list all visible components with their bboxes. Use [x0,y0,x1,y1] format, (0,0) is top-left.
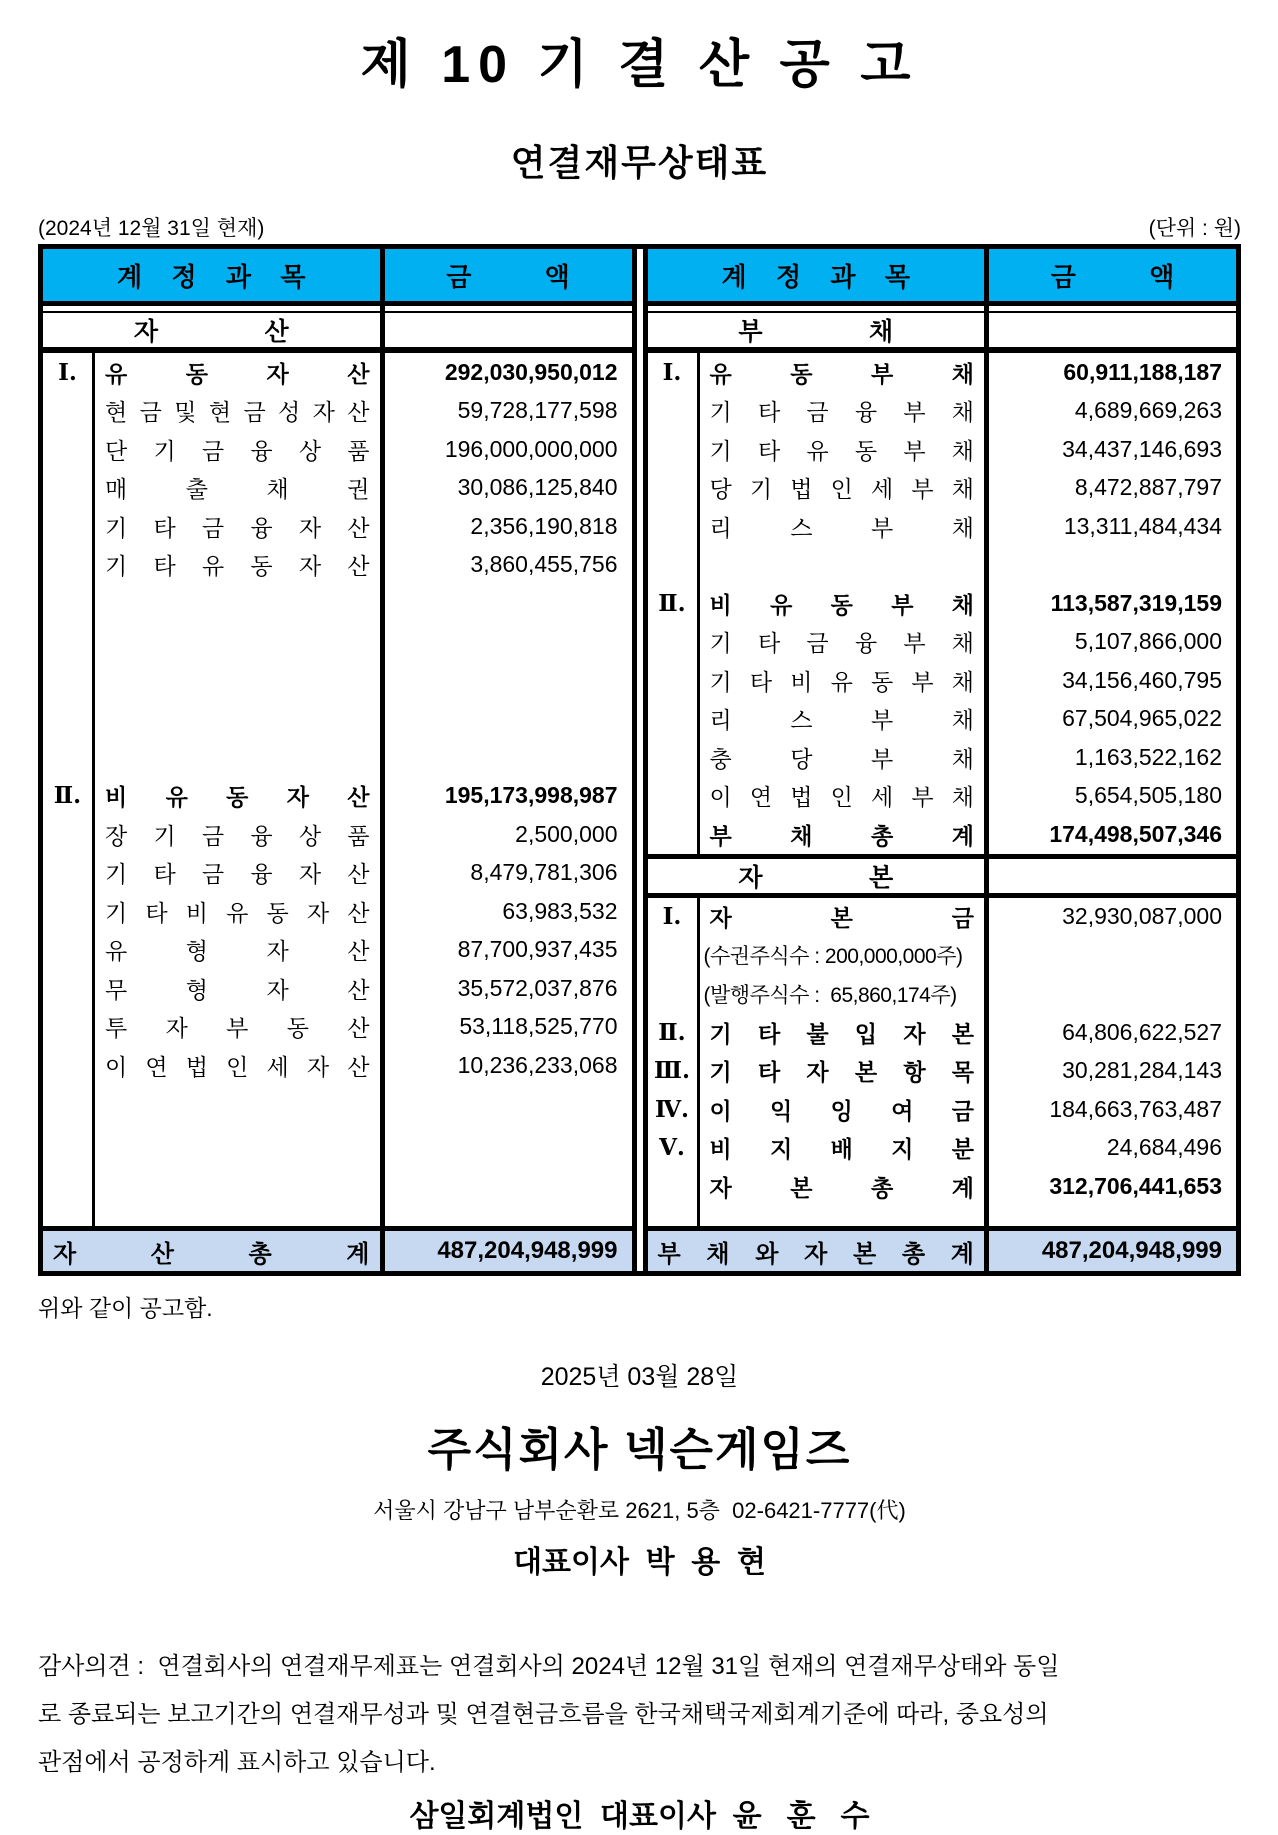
announcement-page [0,22,1278,1833]
table-row [43,815,632,854]
row-amount [385,584,632,623]
row-number [648,623,700,662]
table-row [43,777,632,816]
row-number [43,469,95,508]
row-account: 이 연 법 인 세 부 채 [700,777,990,816]
row-account: 매 출 채 권 [95,469,385,508]
empty-row [43,661,632,700]
assets-half [43,249,632,1271]
row-number [43,507,95,546]
assets-total-row [43,1226,632,1271]
empty-row [43,623,632,662]
unit-note: (단위 : 원) [1148,217,1241,240]
row-amount: 53,118,525,770 [459,1013,618,1040]
liabilities-section-row [648,313,1237,353]
equity-section-row [648,854,1237,898]
row-number [648,975,700,1014]
row-account: 비 지 배 지 분 [700,1129,990,1168]
row-amount [989,975,1236,1014]
row-account: 유 동 자 산 [95,353,385,392]
liabilities-col-amount-header: 금 액 [1050,261,1175,292]
row-account [95,1085,385,1227]
table-row [648,1090,1237,1129]
row-number [43,661,95,700]
row-account: 기 타 비 유 동 자 산 [95,892,385,931]
header-divider [648,306,1237,313]
table-row [648,469,1237,508]
row-number: Ⅰ. [648,898,700,937]
table-row [43,353,632,392]
row-number [648,430,700,469]
row-number [648,546,700,585]
row-amount: 60,911,188,187 [1063,358,1222,385]
row-number: Ⅱ. [648,1013,700,1052]
row-account: 단 기 금 융 상 품 [95,430,385,469]
audit-opinion-line: 로 종료되는 보고기간의 연결재무성과 및 연결현금흐름을 한국채택국제회계기준에 따라, 중요성의 [38,1701,1049,1728]
empty-row [43,700,632,739]
row-amount: 1,163,522,162 [1074,743,1222,770]
table-row [648,738,1237,777]
row-number [43,430,95,469]
row-amount: 113,587,319,159 [1050,589,1222,616]
row-number: Ⅰ. [43,353,95,392]
table-row [648,898,1237,937]
row-amount: 30,086,125,840 [457,474,618,501]
assets-section-title: 자 산 [43,313,385,347]
row-account: 비 유 동 자 산 [95,777,385,816]
row-number [43,1008,95,1047]
table-row [648,936,1237,975]
row-account: 리 스 부 채 [700,507,990,546]
equity-section-title: 자 본 [648,859,990,893]
liabilities-header-row [648,249,1237,306]
row-amount [385,661,632,700]
row-account: 기 타 금 융 부 채 [700,623,990,662]
row-amount: 34,437,146,693 [1062,435,1222,462]
table-row [43,546,632,585]
col-account-label: 계 정 과 목 [117,261,306,292]
row-number [648,469,700,508]
table-row [43,931,632,970]
header-divider [43,306,632,313]
row-account: 기 타 금 융 부 채 [700,392,990,431]
row-amount: 292,030,950,012 [444,358,618,385]
liabilities-equity-total-amount: 487,204,948,999 [1041,1237,1222,1264]
row-amount: 196,000,000,000 [444,435,618,462]
row-account: 부 채 총 계 [700,815,990,854]
announce-note: 위와 같이 공고함. [38,1295,213,1321]
table-row [648,700,1237,739]
row-amount [989,936,1236,975]
row-number [648,1167,700,1206]
table-row [648,353,1237,392]
row-account: (발행주식수 : 65,860,174주) [700,975,990,1014]
row-amount: 10,236,233,068 [457,1051,618,1078]
assets-header-row [43,249,632,306]
row-account: 자 본 총 계 [700,1167,990,1206]
row-account: 충 당 부 채 [700,738,990,777]
row-number: Ⅱ. [648,584,700,623]
row-amount: 63,983,532 [502,897,618,924]
table-row [43,1008,632,1047]
row-amount: 30,281,284,143 [1062,1057,1222,1084]
row-amount: 59,728,177,598 [457,397,618,424]
row-account: 자 본 금 [700,898,990,937]
row-amount [385,623,632,662]
row-amount: 13,311,484,434 [1063,512,1222,539]
row-amount: 2,500,000 [515,820,618,847]
row-number [43,623,95,662]
row-number [43,1085,95,1227]
row-amount: 195,173,998,987 [444,782,618,809]
row-account [95,700,385,739]
row-amount: 4,689,669,263 [1074,397,1222,424]
page-subtitle: 연결재무상태표 [510,142,769,183]
assets-col-account-header [43,249,385,301]
audit-opinion [38,1643,1241,1787]
table-row [43,854,632,893]
row-account: 비 유 동 부 채 [700,584,990,623]
row-amount [385,700,632,739]
row-account: 이 연 법 인 세 자 산 [95,1046,385,1085]
row-number [648,1206,700,1227]
row-account: 유 형 자 산 [95,931,385,970]
table-notes [38,212,1241,242]
liabilities-equity-half [648,249,1237,1271]
empty-row [648,1206,1237,1227]
row-account: 기 타 유 동 자 산 [95,546,385,585]
audit-opinion-line: 감사의견 : 연결회사의 연결재무제표는 연결회사의 2024년 12월 31일 현재의 연결재무상태와 동일 [38,1653,1060,1680]
row-number: Ⅲ. [648,1052,700,1091]
row-account: 당 기 법 인 세 부 채 [700,469,990,508]
row-number [43,546,95,585]
announcement-date: 2025년 03월 28일 [540,1363,739,1391]
row-amount: 67,504,965,022 [1062,705,1222,732]
row-number [43,854,95,893]
row-account: 이 익 잉 여 금 [700,1090,990,1129]
empty-row [43,738,632,777]
table-row [648,661,1237,700]
row-amount [989,546,1236,585]
row-number [43,815,95,854]
empty-row [43,1085,632,1227]
date-note: (2024년 12월 31일 현재) [38,217,265,240]
table-row [648,507,1237,546]
row-amount: 35,572,037,876 [457,974,618,1001]
row-amount: 2,356,190,818 [470,512,618,539]
liabilities-body [648,353,1237,854]
row-number [43,931,95,970]
row-number [43,738,95,777]
row-number [43,392,95,431]
col-amount-label: 금 액 [446,261,570,292]
table-row [648,815,1237,854]
table-row [43,507,632,546]
row-number: Ⅴ. [648,1129,700,1168]
audit-opinion-line: 관점에서 공정하게 표시하고 있습니다. [38,1749,436,1776]
row-number [648,738,700,777]
row-account [95,623,385,662]
row-number [648,700,700,739]
assets-total-label: 자 산 총 계 [43,1231,385,1271]
liabilities-section-title: 부 채 [648,313,990,347]
row-number [648,661,700,700]
liabilities-equity-total-label: 부 채 와 자 본 총 계 [648,1231,990,1271]
row-amount: 8,472,887,797 [1074,474,1222,501]
table-row [43,430,632,469]
equity-body [648,898,1237,1227]
company-name: 주식회사 넥슨게임즈 [427,1424,852,1475]
row-account [95,738,385,777]
row-amount: 24,684,496 [1106,1134,1222,1161]
row-number: Ⅰ. [648,353,700,392]
empty-row [43,584,632,623]
row-number: Ⅳ. [648,1090,700,1129]
table-row [648,1129,1237,1168]
table-row [648,777,1237,816]
table-row [648,430,1237,469]
row-account: 무 형 자 산 [95,969,385,1008]
assets-total-amount: 487,204,948,999 [437,1237,618,1264]
row-account: 기 타 유 동 부 채 [700,430,990,469]
liabilities-equity-total-row [648,1226,1237,1271]
row-amount: 3,860,455,756 [470,551,618,578]
table-row [648,1013,1237,1052]
row-account: (수권주식수 : 200,000,000주) [700,936,990,975]
row-number [43,584,95,623]
row-account: 장 기 금 융 상 품 [95,815,385,854]
assets-col-amount-header [385,249,632,301]
table-row [43,969,632,1008]
row-account [95,584,385,623]
row-account: 기 타 금 융 자 산 [95,507,385,546]
row-number [43,1046,95,1085]
assets-section-row [43,313,632,353]
table-row [648,392,1237,431]
row-amount: 312,706,441,653 [1049,1172,1222,1199]
row-number [648,815,700,854]
row-number [648,507,700,546]
table-row [648,584,1237,623]
row-account [95,661,385,700]
row-account: 리 스 부 채 [700,700,990,739]
table-row [648,623,1237,662]
table-row [43,469,632,508]
table-row [648,1052,1237,1091]
row-account: 투 자 부 동 산 [95,1008,385,1047]
auditor-line: 삼일회계법인 대표이사 윤 훈 수 [409,1800,870,1833]
row-account: 기 타 자 본 항 목 [700,1052,990,1091]
table-row [43,892,632,931]
row-account: 기 타 금 융 자 산 [95,854,385,893]
row-amount: 184,663,763,487 [1049,1095,1222,1122]
row-amount: 87,700,937,435 [457,936,618,963]
row-account: 기 타 불 입 자 본 [700,1013,990,1052]
row-number [648,777,700,816]
table-row [648,1167,1237,1206]
row-number [43,969,95,1008]
table-row [43,1046,632,1085]
liabilities-col-account-header: 계 정 과 목 [648,249,990,301]
row-account: 유 동 부 채 [700,353,990,392]
row-amount: 174,498,507,346 [1049,820,1222,847]
row-account: 현 금 및 현 금 성 자 산 [95,392,385,431]
row-number [43,700,95,739]
row-number: Ⅱ. [43,777,95,816]
row-amount: 5,107,866,000 [1074,628,1222,655]
row-number [648,936,700,975]
ceo-line: 대표이사 박 용 현 [513,1546,766,1579]
financial-table [38,244,1241,1276]
row-amount [385,738,632,777]
row-amount: 5,654,505,180 [1074,782,1222,809]
row-amount [385,1085,632,1227]
row-number [648,392,700,431]
table-row [43,392,632,431]
row-amount: 34,156,460,795 [1062,666,1222,693]
assets-body [43,353,632,1226]
table-row [648,975,1237,1014]
row-number [43,892,95,931]
row-amount: 32,930,087,000 [1062,903,1222,930]
page-title: 제 10 기 결 산 공 고 [360,36,919,94]
company-address: 서울시 강남구 남부순환로 2621, 5층 02-6421-7777(代) [373,1498,906,1523]
row-amount: 64,806,622,527 [1062,1018,1222,1045]
row-amount: 8,479,781,306 [470,859,618,886]
empty-row [648,546,1237,585]
table-middle-divider [632,249,648,1271]
row-account [700,546,990,585]
row-amount [989,1206,1236,1227]
row-account [700,1206,990,1227]
row-account: 기 타 비 유 동 부 채 [700,661,990,700]
